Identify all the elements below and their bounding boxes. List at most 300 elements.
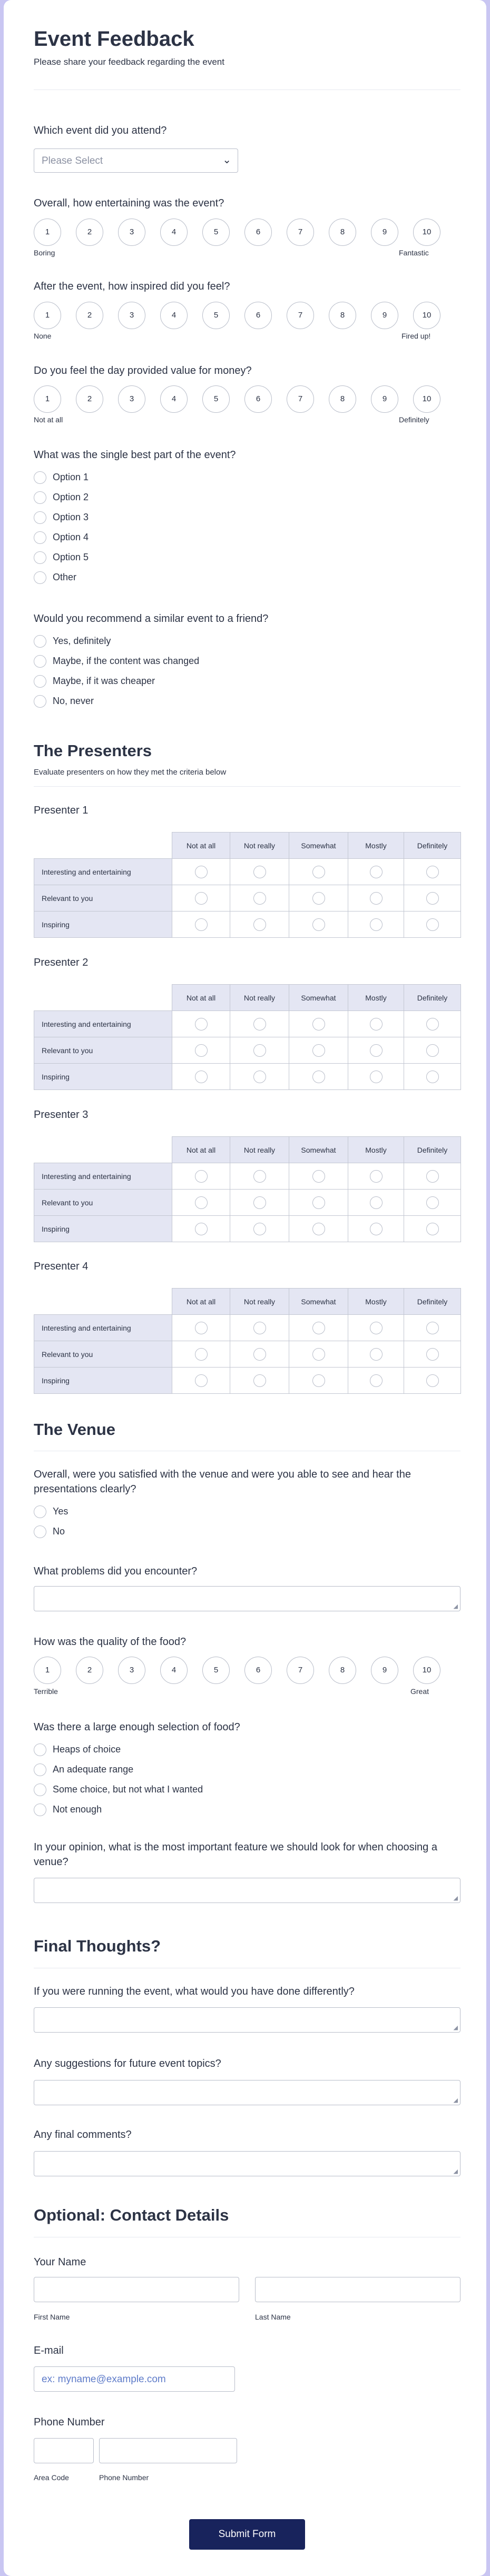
- venue-heading: The Venue: [34, 1420, 116, 1439]
- radio-option-label: Option 3: [53, 512, 89, 522]
- presenter-title: Presenter 4: [34, 1261, 89, 1272]
- matrix-cell: [172, 1368, 230, 1394]
- value-scale: [34, 385, 434, 413]
- name-label: Your Name: [34, 2256, 86, 2268]
- matrix-cell: [230, 1163, 289, 1190]
- radio-button[interactable]: [34, 695, 46, 708]
- matrix-cell: [289, 1368, 348, 1394]
- matrix-radio-button[interactable]: [253, 1018, 266, 1031]
- contact-heading: Optional: Contact Details: [34, 2206, 229, 2224]
- matrix-column-header: Not at all: [172, 1289, 230, 1315]
- radio-button[interactable]: [34, 1743, 46, 1756]
- matrix-radio-button[interactable]: [426, 1374, 439, 1387]
- radio-button[interactable]: [34, 1804, 46, 1816]
- matrix-radio-button[interactable]: [370, 892, 383, 905]
- matrix-radio-button[interactable]: [370, 866, 383, 878]
- resize-grip-icon: ◢: [453, 2168, 458, 2175]
- event-select[interactable]: [34, 148, 238, 173]
- matrix-column-header: Not at all: [172, 985, 230, 1011]
- resize-grip-icon: ◢: [453, 1603, 458, 1610]
- matrix-radio-button[interactable]: [370, 1374, 383, 1387]
- food-scale: [34, 1657, 434, 1684]
- matrix-radio-button[interactable]: [312, 866, 325, 878]
- scale-option-10[interactable]: 10: [413, 385, 440, 413]
- matrix-row-label: Relevant to you: [34, 1341, 172, 1368]
- scale-option-7[interactable]: 7: [287, 302, 314, 329]
- matrix-radio-button[interactable]: [312, 1018, 325, 1031]
- matrix-cell: [289, 1163, 348, 1190]
- radio-option-label: Maybe, if it was cheaper: [53, 676, 155, 686]
- matrix-cell: [404, 1216, 461, 1242]
- matrix-cell: [230, 911, 289, 938]
- matrix-cell: [348, 1163, 404, 1190]
- differently-question: If you were running the event, what would you have done differently?: [34, 1986, 355, 1997]
- matrix-cell: [172, 1011, 230, 1037]
- differently-textarea[interactable]: [34, 2007, 460, 2033]
- radio-button[interactable]: [34, 635, 46, 648]
- matrix-column-header: Somewhat: [289, 1289, 348, 1315]
- comments-question: Any final comments?: [34, 2129, 132, 2141]
- scale-option-4[interactable]: 4: [160, 302, 188, 329]
- matrix-cell: [348, 1315, 404, 1341]
- matrix-column-header: Somewhat: [289, 1137, 348, 1163]
- matrix-row-label: Inspiring: [34, 911, 172, 938]
- matrix-radio-button[interactable]: [426, 1044, 439, 1057]
- radio-button[interactable]: [34, 491, 46, 504]
- radio-button[interactable]: [34, 551, 46, 564]
- scale-option-9[interactable]: 9: [371, 1657, 398, 1684]
- scale-option-7[interactable]: 7: [287, 219, 314, 246]
- radio-button[interactable]: [34, 1505, 46, 1518]
- matrix-radio-button[interactable]: [370, 1170, 383, 1183]
- matrix-corner: [34, 833, 172, 859]
- matrix-radio-button[interactable]: [195, 918, 208, 931]
- radio-button[interactable]: [34, 1784, 46, 1796]
- presenter-title: Presenter 1: [34, 805, 89, 816]
- matrix-radio-button[interactable]: [195, 1348, 208, 1361]
- entertaining-max-label: Fantastic: [399, 249, 429, 257]
- matrix-row-label: Interesting and entertaining: [34, 1315, 172, 1341]
- matrix-row-label: Interesting and entertaining: [34, 1011, 172, 1037]
- matrix-cell: [172, 1163, 230, 1190]
- matrix-cell: [172, 859, 230, 885]
- matrix-cell: [230, 1216, 289, 1242]
- phone-number-input[interactable]: [99, 2438, 237, 2463]
- radio-option[interactable]: [34, 675, 350, 688]
- matrix-radio-button[interactable]: [426, 1223, 439, 1235]
- inspired-scale: [34, 302, 434, 329]
- matrix-radio-button[interactable]: [195, 1223, 208, 1235]
- scale-option-6[interactable]: 6: [244, 219, 272, 246]
- matrix-radio-button[interactable]: [426, 1196, 439, 1209]
- matrix-radio-button[interactable]: [370, 1322, 383, 1334]
- matrix-radio-button[interactable]: [312, 1322, 325, 1334]
- radio-option[interactable]: [34, 1525, 350, 1539]
- matrix-radio-button[interactable]: [312, 892, 325, 905]
- last-name-input[interactable]: [255, 2277, 460, 2302]
- scale-option-10[interactable]: 10: [413, 302, 440, 329]
- inspired-max-label: Fired up!: [401, 332, 431, 340]
- resize-grip-icon: ◢: [453, 1895, 458, 1901]
- scale-option-2[interactable]: 2: [76, 1657, 103, 1684]
- scale-option-3[interactable]: 3: [118, 302, 145, 329]
- matrix-column-header: Not really: [230, 1289, 289, 1315]
- radio-option[interactable]: [34, 1743, 350, 1757]
- matrix-row-label: Inspiring: [34, 1216, 172, 1242]
- matrix-radio-button[interactable]: [312, 1196, 325, 1209]
- radio-option-label: Heaps of choice: [53, 1744, 121, 1755]
- matrix-cell: [289, 1190, 348, 1216]
- matrix-radio-button[interactable]: [195, 1196, 208, 1209]
- matrix-radio-button[interactable]: [426, 1170, 439, 1183]
- matrix-cell: [348, 911, 404, 938]
- matrix-cell: [348, 1368, 404, 1394]
- matrix-radio-button[interactable]: [195, 1374, 208, 1387]
- scale-option-2[interactable]: 2: [76, 385, 103, 413]
- matrix-cell: [230, 1011, 289, 1037]
- problems-textarea[interactable]: [34, 1586, 460, 1611]
- radio-option[interactable]: [34, 551, 350, 564]
- matrix-row-label: Inspiring: [34, 1368, 172, 1394]
- matrix-radio-button[interactable]: [253, 1322, 266, 1334]
- matrix-radio-button[interactable]: [253, 866, 266, 878]
- matrix-corner: [34, 1137, 172, 1163]
- matrix-row-label: Inspiring: [34, 1064, 172, 1090]
- matrix-cell: [172, 911, 230, 938]
- matrix-cell: [404, 859, 461, 885]
- matrix-cell: [348, 1216, 404, 1242]
- phone-number-sublabel: Phone Number: [99, 2473, 149, 2482]
- radio-option-label: Some choice, but not what I wanted: [53, 1784, 203, 1795]
- recommend-question: Would you recommend a similar event to a friend?: [34, 613, 269, 625]
- radio-button[interactable]: [34, 531, 46, 544]
- matrix-cell: [230, 1037, 289, 1064]
- matrix-cell: [172, 1037, 230, 1064]
- matrix-radio-button[interactable]: [426, 1348, 439, 1361]
- scale-option-6[interactable]: 6: [244, 385, 272, 413]
- scale-option-2[interactable]: 2: [76, 302, 103, 329]
- radio-button[interactable]: [34, 1763, 46, 1776]
- matrix-cell: [230, 1190, 289, 1216]
- matrix-cell: [289, 1064, 348, 1090]
- radio-button[interactable]: [34, 471, 46, 484]
- matrix-radio-button[interactable]: [370, 1196, 383, 1209]
- scale-option-1[interactable]: 1: [34, 385, 61, 413]
- matrix-cell: [289, 1037, 348, 1064]
- venue-feature-textarea[interactable]: [34, 1878, 460, 1903]
- radio-button[interactable]: [34, 571, 46, 584]
- scale-option-2[interactable]: 2: [76, 219, 103, 246]
- matrix-radio-button[interactable]: [195, 1322, 208, 1334]
- topics-question: Any suggestions for future event topics?: [34, 2058, 221, 2069]
- email-placeholder: ex: myname@example.com: [42, 2374, 166, 2385]
- matrix-cell: [172, 1190, 230, 1216]
- matrix-radio-button[interactable]: [312, 918, 325, 931]
- matrix-radio-button[interactable]: [195, 1018, 208, 1031]
- scale-option-7[interactable]: 7: [287, 1657, 314, 1684]
- radio-button[interactable]: [34, 675, 46, 688]
- scale-option-8[interactable]: 8: [329, 302, 356, 329]
- matrix-radio-button[interactable]: [370, 918, 383, 931]
- matrix-cell: [348, 1341, 404, 1368]
- matrix-cell: [404, 1315, 461, 1341]
- matrix-radio-button[interactable]: [253, 1374, 266, 1387]
- matrix-corner: [34, 985, 172, 1011]
- radio-option[interactable]: [34, 1783, 350, 1797]
- matrix-cell: [404, 1163, 461, 1190]
- scale-option-9[interactable]: 9: [371, 219, 398, 246]
- scale-option-8[interactable]: 8: [329, 219, 356, 246]
- radio-option-label: Option 2: [53, 492, 89, 502]
- matrix-column-header: Definitely: [404, 985, 461, 1011]
- scale-option-6[interactable]: 6: [244, 302, 272, 329]
- form-subtitle: Please share your feedback regarding the event: [34, 57, 224, 67]
- email-label: E-mail: [34, 2345, 64, 2356]
- radio-button[interactable]: [34, 1525, 46, 1538]
- radio-option[interactable]: [34, 571, 350, 584]
- matrix-cell: [289, 911, 348, 938]
- matrix-radio-button[interactable]: [253, 1044, 266, 1057]
- matrix-cell: [348, 1064, 404, 1090]
- event-select-value: Please Select: [42, 155, 103, 166]
- food-question: How was the quality of the food?: [34, 1636, 187, 1648]
- matrix-cell: [348, 1190, 404, 1216]
- radio-option-label: Other: [53, 572, 77, 582]
- comments-textarea[interactable]: [34, 2151, 460, 2176]
- best-part-question: What was the single best part of the event?: [34, 449, 236, 461]
- matrix-cell: [404, 885, 461, 911]
- radio-option[interactable]: [34, 1505, 350, 1519]
- scale-option-5[interactable]: 5: [202, 219, 230, 246]
- scale-option-10[interactable]: 10: [413, 219, 440, 246]
- value-question: Do you feel the day provided value for money?: [34, 365, 252, 377]
- matrix-radio-button[interactable]: [370, 1223, 383, 1235]
- radio-option-label: Yes: [53, 1506, 68, 1517]
- radio-option-label: No: [53, 1526, 65, 1537]
- entertaining-min-label: Boring: [34, 249, 55, 257]
- radio-option[interactable]: [34, 695, 350, 708]
- matrix-radio-button[interactable]: [426, 866, 439, 878]
- matrix-radio-button[interactable]: [426, 1018, 439, 1031]
- matrix-column-header: Definitely: [404, 833, 461, 859]
- radio-option-label: Not enough: [53, 1804, 102, 1815]
- matrix-radio-button[interactable]: [426, 1071, 439, 1083]
- scale-option-3[interactable]: 3: [118, 1657, 145, 1684]
- matrix-radio-button[interactable]: [253, 1348, 266, 1361]
- scale-option-6[interactable]: 6: [244, 1657, 272, 1684]
- matrix-column-header: Somewhat: [289, 833, 348, 859]
- matrix-column-header: Not really: [230, 985, 289, 1011]
- presenter-matrix: [34, 984, 461, 1090]
- matrix-radio-button[interactable]: [312, 1044, 325, 1057]
- matrix-radio-button[interactable]: [253, 892, 266, 905]
- matrix-radio-button[interactable]: [195, 1044, 208, 1057]
- matrix-row-label: Interesting and entertaining: [34, 859, 172, 885]
- presenter-title: Presenter 2: [34, 957, 89, 968]
- matrix-column-header: Somewhat: [289, 985, 348, 1011]
- matrix-radio-button[interactable]: [312, 1170, 325, 1183]
- matrix-cell: [289, 859, 348, 885]
- presenter-matrix: [34, 832, 461, 938]
- resize-grip-icon: ◢: [453, 2097, 458, 2104]
- matrix-cell: [289, 885, 348, 911]
- topics-textarea[interactable]: [34, 2080, 460, 2105]
- radio-button[interactable]: [34, 655, 46, 668]
- matrix-radio-button[interactable]: [370, 1018, 383, 1031]
- entertaining-question: Overall, how entertaining was the event?: [34, 197, 224, 209]
- radio-option-label: Option 5: [53, 552, 89, 562]
- radio-option[interactable]: [34, 635, 350, 648]
- matrix-column-header: Definitely: [404, 1137, 461, 1163]
- last-name-sublabel: Last Name: [255, 2313, 291, 2321]
- matrix-row-label: Relevant to you: [34, 885, 172, 911]
- matrix-cell: [230, 1341, 289, 1368]
- presenter-matrix: [34, 1136, 461, 1242]
- matrix-radio-button[interactable]: [426, 892, 439, 905]
- matrix-cell: [172, 1216, 230, 1242]
- matrix-column-header: Not really: [230, 833, 289, 859]
- matrix-radio-button[interactable]: [253, 1071, 266, 1083]
- matrix-cell: [230, 885, 289, 911]
- inspired-min-label: None: [34, 332, 52, 340]
- scale-option-4[interactable]: 4: [160, 385, 188, 413]
- first-name-input[interactable]: [34, 2277, 239, 2302]
- matrix-radio-button[interactable]: [426, 1322, 439, 1334]
- matrix-cell: [348, 1011, 404, 1037]
- matrix-radio-button[interactable]: [370, 1348, 383, 1361]
- matrix-cell: [230, 1315, 289, 1341]
- matrix-radio-button[interactable]: [253, 918, 266, 931]
- matrix-cell: [404, 1037, 461, 1064]
- radio-button[interactable]: [34, 511, 46, 524]
- matrix-cell: [348, 859, 404, 885]
- matrix-row-label: Relevant to you: [34, 1190, 172, 1216]
- matrix-row-label: Interesting and entertaining: [34, 1163, 172, 1190]
- matrix-radio-button[interactable]: [312, 1071, 325, 1083]
- area-code-sublabel: Area Code: [34, 2473, 69, 2482]
- presenter-matrix: [34, 1288, 461, 1394]
- matrix-cell: [404, 1011, 461, 1037]
- food-min-label: Terrible: [34, 1687, 58, 1696]
- radio-option-label: No, never: [53, 696, 94, 706]
- form-card: [4, 0, 486, 2576]
- matrix-cell: [404, 1368, 461, 1394]
- scale-option-3[interactable]: 3: [118, 219, 145, 246]
- area-code-input[interactable]: [34, 2438, 94, 2463]
- matrix-cell: [172, 1064, 230, 1090]
- matrix-radio-button[interactable]: [312, 1374, 325, 1387]
- matrix-cell: [289, 1315, 348, 1341]
- matrix-corner: [34, 1289, 172, 1315]
- matrix-radio-button[interactable]: [195, 892, 208, 905]
- value-min-label: Not at all: [34, 415, 63, 424]
- matrix-column-header: Mostly: [348, 985, 404, 1011]
- email-input[interactable]: [34, 2366, 235, 2392]
- radio-option-label: Option 4: [53, 532, 89, 542]
- scale-option-9[interactable]: 9: [371, 385, 398, 413]
- scale-option-7[interactable]: 7: [287, 385, 314, 413]
- radio-option[interactable]: [34, 531, 350, 544]
- radio-option[interactable]: [34, 655, 350, 668]
- first-name-sublabel: First Name: [34, 2313, 70, 2321]
- phone-label: Phone Number: [34, 2416, 105, 2428]
- matrix-cell: [404, 1064, 461, 1090]
- presenter-title: Presenter 3: [34, 1109, 89, 1121]
- matrix-cell: [172, 885, 230, 911]
- matrix-cell: [230, 1064, 289, 1090]
- scale-option-1[interactable]: 1: [34, 219, 61, 246]
- scale-option-1[interactable]: 1: [34, 302, 61, 329]
- matrix-radio-button[interactable]: [253, 1196, 266, 1209]
- matrix-radio-button[interactable]: [195, 866, 208, 878]
- matrix-radio-button[interactable]: [253, 1170, 266, 1183]
- scale-option-9[interactable]: 9: [371, 302, 398, 329]
- radio-option[interactable]: [34, 491, 350, 504]
- matrix-row-label: Relevant to you: [34, 1037, 172, 1064]
- matrix-cell: [348, 885, 404, 911]
- resize-grip-icon: ◢: [453, 2025, 458, 2031]
- radio-option-label: Option 1: [53, 472, 89, 482]
- matrix-cell: [404, 1341, 461, 1368]
- matrix-cell: [289, 1216, 348, 1242]
- event-question: Which event did you attend?: [34, 125, 167, 136]
- matrix-radio-button[interactable]: [253, 1223, 266, 1235]
- matrix-cell: [172, 1315, 230, 1341]
- food-selection-question: Was there a large enough selection of food?: [34, 1721, 240, 1733]
- matrix-column-header: Definitely: [404, 1289, 461, 1315]
- presenters-description: Evaluate presenters on how they met the criteria below: [34, 768, 227, 777]
- matrix-cell: [348, 1037, 404, 1064]
- radio-option-label: An adequate range: [53, 1764, 134, 1775]
- matrix-cell: [172, 1341, 230, 1368]
- scale-option-8[interactable]: 8: [329, 385, 356, 413]
- submit-button[interactable]: Submit Form: [189, 2519, 305, 2550]
- scale-option-5[interactable]: 5: [202, 1657, 230, 1684]
- matrix-column-header: Mostly: [348, 1137, 404, 1163]
- matrix-radio-button[interactable]: [312, 1223, 325, 1235]
- matrix-radio-button[interactable]: [312, 1348, 325, 1361]
- matrix-radio-button[interactable]: [370, 1071, 383, 1083]
- matrix-radio-button[interactable]: [195, 1170, 208, 1183]
- matrix-column-header: Mostly: [348, 1289, 404, 1315]
- matrix-column-header: Not really: [230, 1137, 289, 1163]
- radio-option[interactable]: [34, 471, 350, 484]
- scale-option-5[interactable]: 5: [202, 385, 230, 413]
- radio-option-label: Yes, definitely: [53, 636, 111, 646]
- radio-option[interactable]: [34, 1763, 350, 1777]
- radio-option[interactable]: [34, 511, 350, 524]
- matrix-cell: [289, 1011, 348, 1037]
- matrix-radio-button[interactable]: [370, 1044, 383, 1057]
- scale-option-8[interactable]: 8: [329, 1657, 356, 1684]
- entertaining-scale: [34, 219, 434, 246]
- scale-option-1[interactable]: 1: [34, 1657, 61, 1684]
- matrix-radio-button[interactable]: [426, 918, 439, 931]
- scale-option-5[interactable]: 5: [202, 302, 230, 329]
- matrix-column-header: Mostly: [348, 833, 404, 859]
- scale-option-10[interactable]: 10: [413, 1657, 440, 1684]
- presenters-heading: The Presenters: [34, 741, 152, 760]
- final-heading: Final Thoughts?: [34, 1937, 161, 1955]
- venue-satisfied-question: Overall, were you satisfied with the venue and were you able to see and hear the presentations clearly?: [34, 1469, 411, 1495]
- matrix-radio-button[interactable]: [195, 1071, 208, 1083]
- scale-option-4[interactable]: 4: [160, 1657, 188, 1684]
- radio-option[interactable]: [34, 1803, 350, 1817]
- venue-feature-question: In your opinion, what is the most important feature we should look for when choosing a venue?: [34, 1841, 437, 1868]
- scale-option-4[interactable]: 4: [160, 219, 188, 246]
- problems-question: What problems did you encounter?: [34, 1566, 198, 1577]
- scale-option-3[interactable]: 3: [118, 385, 145, 413]
